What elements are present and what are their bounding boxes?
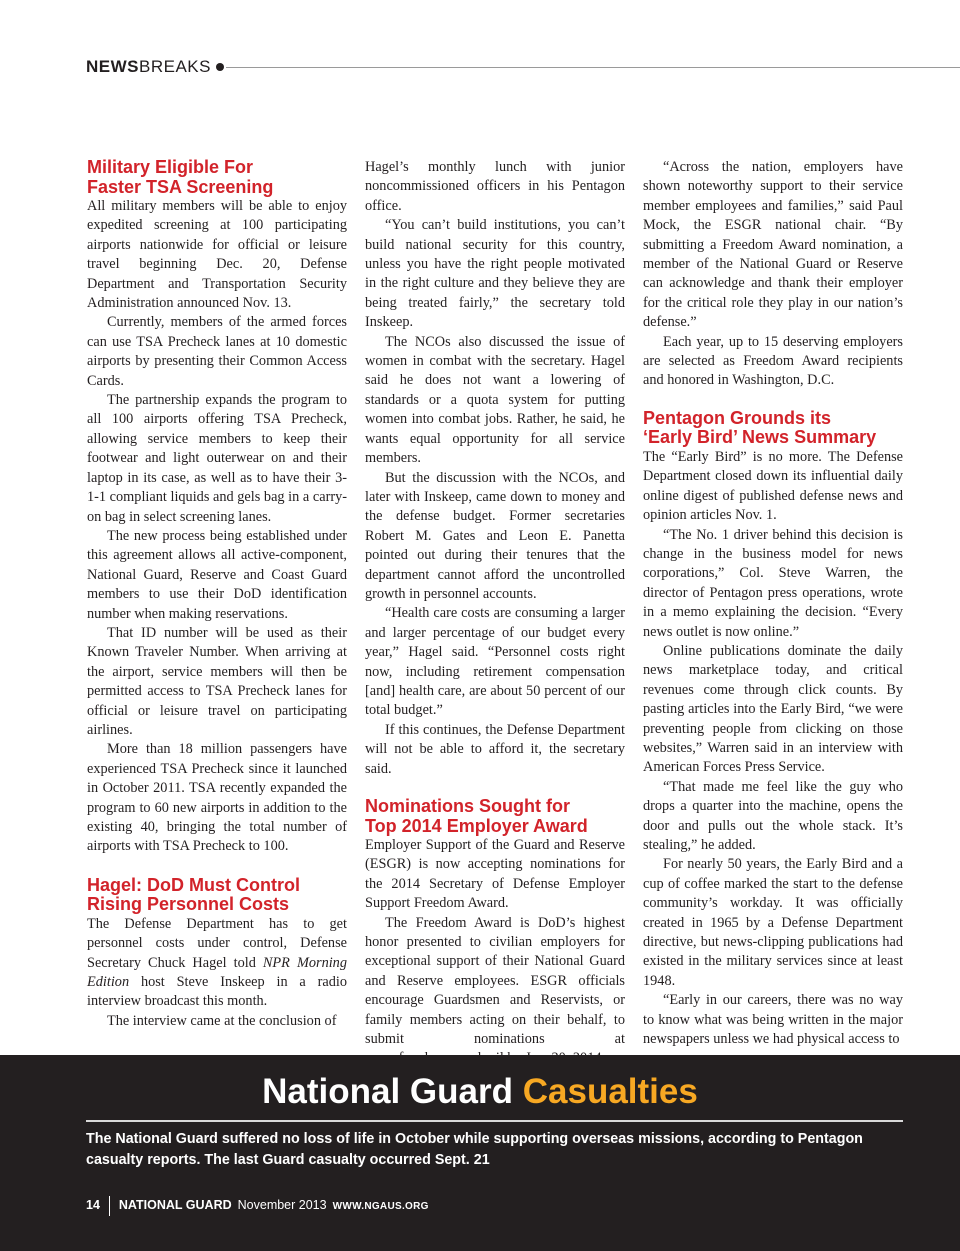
paragraph: The NCOs also discussed the issue of women in combat with the secretary. Hagel said he does not want a lowering of standards or a quota system for putting women into combat jobs. Rather, he said, he wants equal opportunity for all service members. [365,333,625,467]
headline-tsa-line1: Military Eligible For [87,157,254,177]
headline-earlybird [643,409,903,448]
section-header [86,56,960,80]
header-rule [226,67,960,68]
headline-hagel-line2: Rising Personnel Costs [87,894,290,915]
paragraph: More than 18 million passengers have experienced TSA Precheck since it launched in October 2011. TSA recently expanded the program to 60 new airports in addition to the existing 40, bringing the total number of airports with TSA Precheck to 100. [87,741,347,855]
section-label [86,56,211,78]
paragraph: “Health care costs are consuming a larger and larger percentage of our budget every year,” Hagel said. “Personnel costs right now, including retirement compensation [and] health care, are about 50 percent of our total budget.” [365,605,625,719]
banner-title [0,1069,960,1115]
issue-month: November 2013 [237,1198,327,1212]
footer-separator [109,1196,110,1216]
text-run: The Defense Department has to get personnel costs under control, Defense Secretary Chuck Hagel told [87,915,347,971]
column-3 [643,158,903,1049]
section-label-light: BREAKS [139,57,211,76]
column-1 [87,158,347,1031]
banner-title-main: National Guard [262,1072,514,1111]
magazine-name: NATIONAL GUARD [118,1198,232,1212]
paragraph [87,915,347,1012]
banner-divider [86,1120,903,1122]
headline-hagel [87,876,347,915]
column-2 [365,158,625,1069]
section-label-bold: NEWS [86,57,139,76]
page-footer [86,1195,429,1215]
paragraph: “The No. 1 driver behind this decision is change in the business model for news corporations,” Col. Steve Warren, the director of Pentagon press operations, wrote in a memo explaining the decision. “Every news outlet is now online.” [643,526,903,640]
casualties-banner [0,1055,960,1251]
paragraph: The interview came at the conclusion of [107,1012,337,1029]
paragraph: That ID number will be used as their Known Traveler Number. When arriving at the airport, service members will then be permitted access to TSA Precheck lanes for official or leisure travel on participating airlines. [87,624,347,738]
headline-tsa-line2: Faster TSA Screening [87,176,274,197]
page-number: 14 [86,1198,100,1212]
headline-esgr-line2: Top 2014 Employer Award [365,815,588,836]
banner-title-accent: Casualties [522,1072,698,1111]
paragraph: Hagel’s monthly lunch with junior noncommissioned officers in his Pentagon office. [365,159,625,214]
paragraph: The Freedom Award is DoD’s highest honor presented to civilian employers for exceptional support of their National Guard and Reserve employees. ESGR officials encourage Guardsmen and Reservists, or family members acting on their behalf, to submit nominations at [365,914,625,1048]
paragraph: Online publications dominate the daily news marketplace today, and critical revenues come through click counts. By pasting articles into the Early Bird, “we were preventing people from clicking on those websites,” Warren said in an interview with American Forces Press Service. [643,642,903,776]
header-bullet-dot [216,63,224,71]
paragraph: “Across the nation, employers have shown noteworthy support to their service member employees and families,” said Paul Mock, the ESGR national chair. “By submitting a Freedom Award nomination, a member of the National Guard or Reserve can acknowledge and thank their employer for the critical role they play in our nation’s defense.” [643,159,903,331]
paragraph: But the discussion with the NCOs, and later with Inskeep, came down to money and the defense budget. Former secretaries Robert M. Gates and Leon E. Panetta pointed out during their tenures that the department cannot afford the uncontrolled growth in personnel accounts. [365,469,625,602]
paragraph: “You can’t build institutions, you can’t build national security for this country, unless you have the right people motivated in the right culture and they believe they are being treated fairly,” the secretary told Inskeep. [365,217,625,331]
banner-description: The National Guard suffered no loss of life in October while supporting overseas missions, according to Pentagon casualty reports. The last Guard casualty occurred Sept. 21 [86,1131,863,1168]
paragraph: “Early in our careers, there was no way to know what was being written in the major newspapers unless we had physical access to [643,992,903,1048]
paragraph: The “Early Bird” is no more. The Defense Department closed down its influential daily online digest of published defense news and opinion articles Nov. 1. [643,448,903,524]
paragraph: Each year, up to 15 deserving employers are selected as Freedom Award recipients and honored in Washington, D.C. [643,333,903,389]
paragraph: “That made me feel like the guy who drops a quarter into the machine, opens the door and pulls out the whole stack. It’s stealing,” he added. [643,778,903,853]
headline-esgr [365,797,625,836]
paragraph: Employer Support of the Guard and Reserve (ESGR) is now accepting nominations for the 2014 Secretary of Defense Employer Support Freedom Award. [365,837,625,912]
paragraph: If this continues, the Defense Department will not be able to afford it, the secretary said. [365,721,625,777]
headline-tsa [87,158,347,197]
headline-esgr-line1: Nominations Sought for [365,796,570,816]
headline-hagel-line1: Hagel: DoD Must Control [87,874,300,895]
paragraph: Currently, members of the armed forces can use TSA Precheck lanes at 10 domestic airports by presenting their Common Access Cards. [87,314,347,389]
program-name: NPR Morning Edition [87,954,347,991]
paragraph: For nearly 50 years, the Early Bird and a cup of coffee marked the start to the defense community’s workday. It was officially created in 1965 by a Defense Department directive, but news-clipping publications had existed in the military services since at least 1948. [643,856,903,989]
website-link[interactable]: WWW.NGAUS.ORG [332,1201,429,1212]
paragraph: All military members will be able to enjoy expedited screening at 100 participating airports nationwide for official or leisure travel beginning Dec. 20, Defense Department and Transportation Security Administration announced Nov. 13. [87,198,347,312]
text-run: host Steve Inskeep in a radio interview broadcast this month. [87,974,347,1010]
headline-earlybird-line1: Pentagon Grounds its [643,407,832,428]
headline-earlybird-line2: ‘Early Bird’ News Summary [643,427,877,448]
paragraph: The partnership expands the program to all 100 airports offering TSA Precheck, allowing service members to keep their footwear and light outerwear on and their laptop in its case, as well as to have their 3-1-1 compliant liquids and gels bag in a carry-on bag in select screening lanes. [87,392,347,525]
paragraph: The new process being established under this agreement allows all active-component, National Guard, Reserve and Coast Guard members to use their DoD identification number when making reservations. [87,527,347,622]
